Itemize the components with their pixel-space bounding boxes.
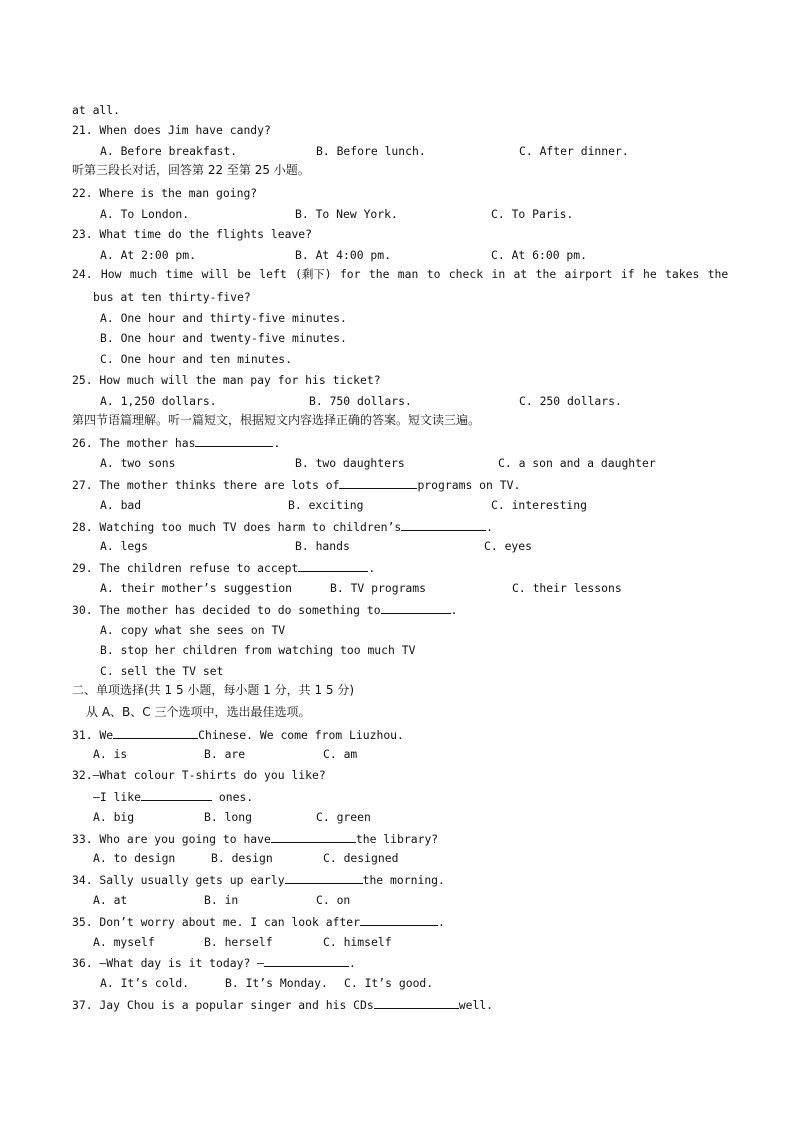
q28-option-b: B. hands: [295, 539, 350, 553]
answer-blank: [264, 955, 349, 967]
section-3-heading: 听第三段长对话，回答第 22 至第 25 小题。: [72, 163, 310, 177]
continuation-text: at all.: [72, 103, 121, 117]
q35-end: .: [438, 915, 445, 929]
q36-end: .: [349, 956, 356, 970]
q29-end: .: [368, 561, 376, 575]
q35-option-a: A. myself: [93, 935, 155, 949]
q31-option-b: B. are: [204, 747, 246, 761]
question-22: 22. Where is the man going?: [72, 186, 258, 200]
q23-option-b: B. At 4:00 pm.: [295, 248, 392, 262]
answer-blank: [271, 831, 356, 843]
question-30: [72, 602, 457, 617]
q35-option-b: B. herself: [204, 935, 273, 949]
q33-text: 33. Who are you going to have: [72, 832, 271, 846]
q30-end: .: [450, 603, 458, 617]
q36-option-a: A. It’s cold.: [100, 976, 190, 990]
question-24-continuation: bus at ten thirty-five?: [93, 290, 251, 304]
q27-option-a: A. bad: [100, 498, 142, 512]
q30-option-b: B. stop her children from watching too much TV: [100, 643, 416, 657]
q33-option-b: B. design: [211, 851, 273, 865]
question-25: 25. How much will the man pay for his ticket?: [72, 373, 381, 387]
question-35: [72, 914, 445, 929]
question-21: 21. When does Jim have candy?: [72, 123, 271, 137]
question-31: [72, 727, 404, 742]
answer-blank: [285, 872, 363, 884]
q21-option-b: B. Before lunch.: [316, 144, 426, 158]
q31-option-a: A. is: [93, 747, 128, 761]
q26-option-a: A. two sons: [100, 456, 176, 470]
q28-end: .: [486, 520, 494, 534]
q31-option-c: C. am: [323, 747, 358, 761]
q22-option-a: A. To London.: [100, 207, 190, 221]
section-4-heading: 第四节语篇理解。听一篇短文，根据短文内容选择正确的答案。短文读三遍。: [72, 413, 481, 427]
q27-option-b: B. exciting: [288, 498, 364, 512]
q34-option-a: A. at: [93, 893, 128, 907]
q28-text: 28. Watching too much TV does harm to children’s: [72, 520, 402, 534]
q28-option-c: C. eyes: [484, 539, 533, 553]
q23-option-a: A. At 2:00 pm.: [100, 248, 197, 262]
answer-blank: [374, 997, 459, 1009]
q32-option-b: B. long: [204, 810, 253, 824]
answer-blank: [113, 727, 198, 739]
q32-option-a: A. big: [93, 810, 135, 824]
answer-blank: [141, 789, 212, 801]
q29-option-a: A. their mother’s suggestion: [100, 581, 293, 595]
q30-text: 30. The mother has decided to do something to: [72, 603, 381, 617]
question-24: 24. How much time will be left (剩下) for the man to check in at the airport if he takes the: [72, 267, 729, 281]
answer-blank: [339, 477, 417, 489]
q24-option-c: C. One hour and ten minutes.: [100, 352, 293, 366]
q23-option-c: C. At 6:00 pm.: [491, 248, 588, 262]
question-36: [72, 955, 356, 970]
question-28: [72, 519, 493, 534]
q25-option-c: C. 250 dollars.: [519, 394, 622, 408]
q28-option-a: A. legs: [100, 539, 149, 553]
q29-option-b: B. TV programs: [330, 581, 427, 595]
q27-text: 27. The mother thinks there are lots of: [72, 478, 340, 492]
question-33: [72, 831, 438, 846]
q32-reply-end: ones.: [212, 790, 254, 804]
q26-option-b: B. two daughters: [295, 456, 405, 470]
question-29: [72, 560, 375, 575]
q21-option-c: C. After dinner.: [519, 144, 629, 158]
answer-blank: [401, 519, 486, 531]
q24-option-a: A. One hour and thirty-five minutes.: [100, 311, 347, 325]
q29-text: 29. The children refuse to accept: [72, 561, 299, 575]
answer-blank: [360, 914, 438, 926]
q22-option-c: C. To Paris.: [491, 207, 574, 221]
q32-reply-text: —I like: [93, 790, 142, 804]
q30-option-c: C. sell the TV set: [100, 664, 224, 678]
q34-end: the morning.: [362, 873, 445, 887]
answer-blank: [298, 560, 368, 572]
q22-option-b: B. To New York.: [295, 207, 398, 221]
q24-option-b: B. One hour and twenty-five minutes.: [100, 331, 347, 345]
q36-option-c: C. It’s good.: [344, 976, 434, 990]
question-37: [72, 997, 493, 1012]
q35-text: 35. Don’t worry about me. I can look after: [72, 915, 361, 929]
question-32-reply: [93, 789, 253, 804]
q34-text: 34. Sally usually gets up early: [72, 873, 285, 887]
q26-end: .: [273, 436, 281, 450]
q34-option-c: C. on: [316, 893, 351, 907]
answer-blank: [195, 435, 273, 447]
answer-blank: [381, 602, 451, 614]
question-32: 32.—What colour T-shirts do you like?: [72, 768, 326, 782]
q35-option-c: C. himself: [323, 935, 392, 949]
q34-option-b: B. in: [204, 893, 239, 907]
q31-end: Chinese. We come from Liuzhou.: [198, 728, 404, 742]
q33-end: the library?: [355, 832, 439, 846]
q26-text: 26. The mother has: [72, 436, 196, 450]
q30-option-a: A. copy what she sees on TV: [100, 623, 286, 637]
q25-option-b: B. 750 dollars.: [309, 394, 412, 408]
q32-option-c: C. green: [316, 810, 371, 824]
q36-text: 36. —What day is it today? —: [72, 956, 265, 970]
q29-option-c: C. their lessons: [512, 581, 622, 595]
q33-option-c: C. designed: [323, 851, 399, 865]
q27-end: programs on TV.: [417, 478, 521, 492]
q25-option-a: A. 1,250 dollars.: [100, 394, 217, 408]
q37-end: well.: [458, 998, 494, 1012]
q33-option-a: A. to design: [93, 851, 176, 865]
question-26: [72, 435, 280, 450]
q27-option-c: C. interesting: [491, 498, 588, 512]
question-27: [72, 477, 520, 492]
question-34: [72, 872, 445, 887]
q37-text: 37. Jay Chou is a popular singer and his CDs: [72, 998, 374, 1012]
q31-text: 31. We: [72, 728, 114, 742]
question-23: 23. What time do the flights leave?: [72, 227, 313, 241]
q36-option-b: B. It’s Monday.: [225, 976, 328, 990]
part-2-instructions: 从 A、B、C 三个选项中，选出最佳选项。: [86, 705, 311, 719]
part-2-heading: 二、单项选择(共 1 5 小题，每小题 1 分，共 1 5 分): [72, 683, 355, 697]
q21-option-a: A. Before breakfast.: [100, 144, 238, 158]
q26-option-c: C. a son and a daughter: [498, 456, 656, 470]
